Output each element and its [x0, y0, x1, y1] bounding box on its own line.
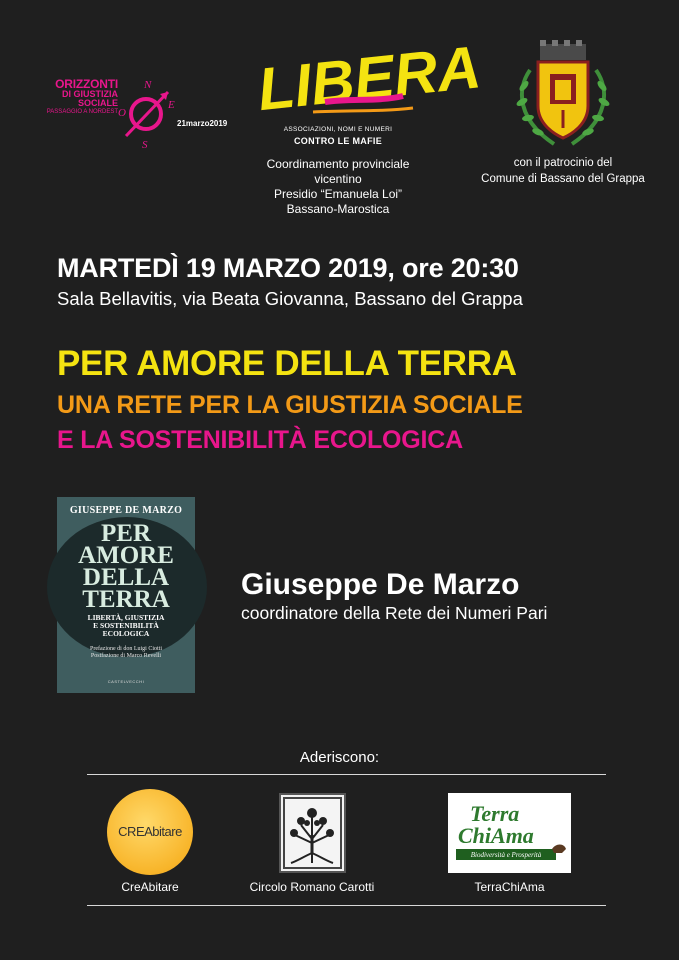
orizzonti-line3: SOCIALE	[77, 98, 118, 108]
speaker-name: Giuseppe De Marzo	[241, 568, 520, 601]
compass-icon	[118, 78, 178, 150]
speaker-role: coordinatore della Rete dei Numeri Pari	[241, 603, 548, 623]
book-title-line: AMORE	[78, 542, 174, 569]
libera-subtitle-2: CONTRO LE MAFIE	[294, 136, 382, 146]
orizzonti-line1: ORIZZONTI	[55, 77, 118, 91]
book-tagline-line: LIBERTÀ, GIUSTIZIA	[87, 613, 165, 622]
coord-line: Bassano-Marostica	[286, 202, 390, 216]
org-name-circolo-carotti: Circolo Romano Carotti	[249, 880, 375, 894]
book-cover	[57, 497, 195, 693]
comune-patronage	[460, 36, 666, 196]
orizzonti-date: 21marzo2019	[177, 119, 228, 128]
orizzonti-wordmark	[20, 78, 118, 116]
book-preface-line: Prefazione di don Luigi Ciotti	[90, 646, 162, 652]
patronage-line-2: Comune di Bassano del Grappa	[481, 173, 645, 185]
book-title-line: PER	[101, 520, 151, 547]
terrachiama-logo-art	[448, 793, 571, 873]
org-name-terrachiama: TerraChiAma	[474, 880, 545, 894]
title-sub-1: UNA RETE PER LA GIUSTIZIA SOCIALE	[57, 391, 523, 419]
coord-line: vicentino	[314, 172, 362, 186]
libera-logo-text: LIBERA	[254, 33, 484, 124]
patronage-line-1: con il patrocinio del	[513, 157, 613, 169]
compass-s: S	[142, 139, 148, 151]
book-author: GIUSEPPE DE MARZO	[69, 505, 183, 516]
book-title-line: TERRA	[82, 586, 170, 613]
creabitare-logo	[107, 789, 193, 875]
event-date: MARTEDÌ 19 MARZO 2019, ore 20:30	[57, 253, 519, 283]
book-tagline-line: ECOLOGICA	[102, 629, 150, 638]
terrachiama-line1: Terra	[470, 801, 520, 826]
creabitare-logo-text: CREAbitare	[118, 824, 182, 839]
libera-subtitle-1: ASSOCIAZIONI, NOMI E NUMERI	[283, 126, 393, 133]
divider-bottom	[87, 905, 606, 906]
compass-o: O	[118, 107, 126, 119]
circolo-carotti-logo	[279, 793, 346, 873]
patronage-text	[460, 155, 666, 187]
libera-logo	[248, 33, 484, 220]
book-tagline	[57, 614, 195, 638]
terrachiama-logo	[448, 793, 571, 873]
title-sub-2: E LA SOSTENIBILITÀ ECOLOGICA	[57, 426, 463, 454]
adhesions-label: Aderiscono:	[299, 749, 380, 766]
orizzonti-line2: DI GIUSTIZIA	[62, 89, 118, 99]
divider-top	[87, 774, 606, 775]
book-title-line: DELLA	[82, 564, 170, 591]
book-tagline-line: E SOSTENIBILITÀ	[93, 621, 159, 630]
coord-line: Presidio “Emanuela Loi”	[273, 187, 403, 201]
title-main: PER AMORE DELLA TERRA	[57, 344, 517, 383]
orizzonti-logo	[20, 78, 240, 158]
book-preface-line: Postfazione di Marco Revelli	[90, 653, 162, 659]
book-publisher: CASTELVECCHI	[107, 679, 145, 684]
org-name-creabitare: CreAbitare	[121, 880, 179, 894]
coat-of-arms-icon	[510, 40, 616, 148]
orizzonti-line4: PASSAGGIO A NORDEST	[46, 109, 118, 115]
book-title	[57, 520, 195, 613]
compass-n: N	[144, 79, 152, 91]
event-venue: Sala Bellavitis, via Beata Giovanna, Bassano del Grappa	[57, 288, 523, 309]
bird-icon	[552, 845, 566, 854]
terrachiama-tagline: Biodiversità e Prosperità	[470, 851, 542, 859]
tree-icon	[281, 795, 344, 871]
libera-wordmark	[253, 33, 484, 124]
coord-line: Coordinamento provinciale	[266, 157, 410, 171]
libera-coordination	[238, 157, 438, 217]
book-preface	[57, 646, 195, 660]
compass-e: E	[168, 99, 175, 111]
terrachiama-line2: ChiAma	[458, 823, 534, 848]
